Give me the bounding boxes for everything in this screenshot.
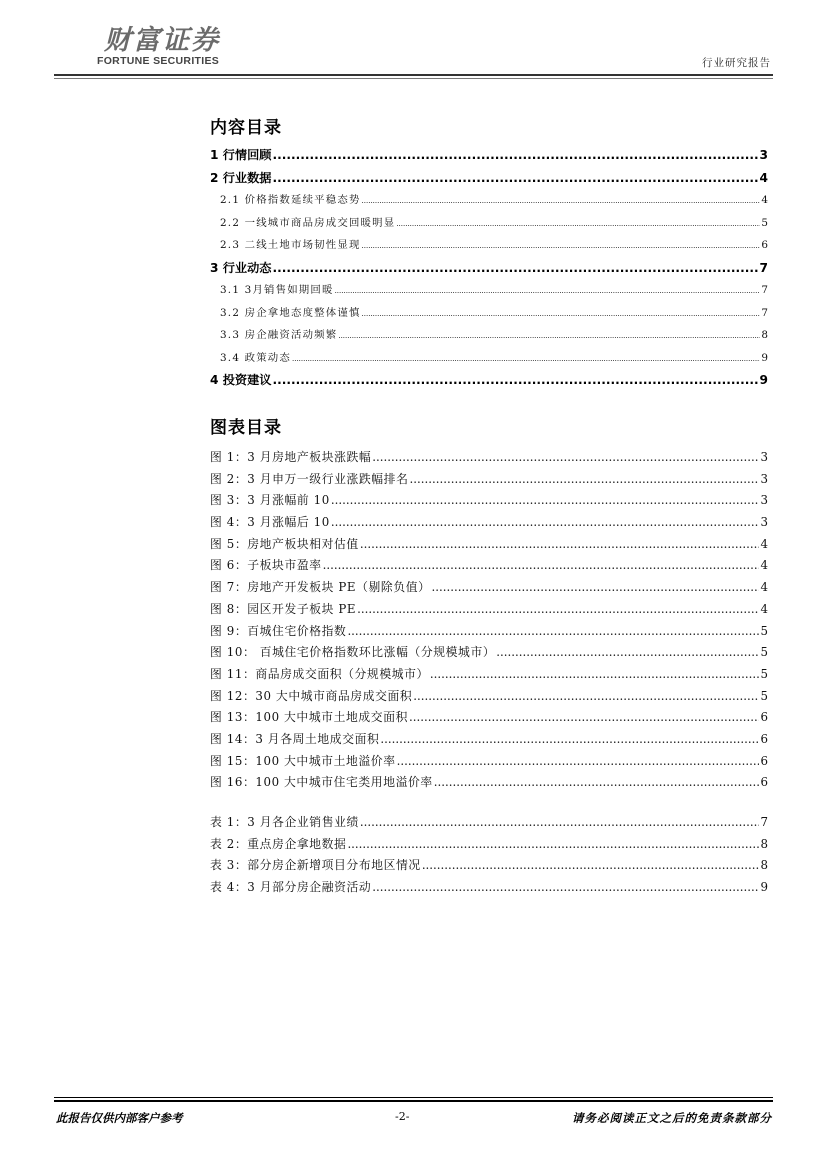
toc-item-label: 2 行业数据 (210, 170, 272, 185)
figure-item-page: 3 (760, 450, 768, 464)
toc-item-page: 5 (761, 216, 768, 229)
toc-item[interactable] (210, 169, 768, 192)
figure-item-label: 图 4：3 月涨幅后 10 (210, 515, 330, 530)
toc-title: 内容目录 (210, 118, 282, 138)
table-item-label: 表 4：3 月部分房企融资活动 (210, 880, 372, 895)
figure-item[interactable] (210, 687, 768, 709)
toc-item[interactable] (210, 146, 768, 169)
toc-item-page: 7 (759, 260, 768, 275)
toc-item[interactable] (210, 371, 768, 394)
toc-item-label: 4 投资建议 (210, 373, 272, 387)
leader-dots (272, 373, 758, 387)
header-rule-thin (54, 78, 773, 79)
table-item-page: 8 (760, 858, 768, 873)
figure-item-page: 4 (760, 580, 768, 595)
toc-subitem[interactable] (210, 236, 768, 259)
figure-item[interactable] (210, 600, 768, 622)
leader-dots (380, 732, 759, 746)
figure-item-page: 6 (760, 731, 768, 746)
figure-item[interactable] (210, 513, 768, 535)
figure-item-page: 6 (760, 753, 768, 768)
leader-dots (409, 472, 759, 486)
figure-item-label: 图 12：30 大中城市商品房成交面积 (210, 688, 413, 703)
toc-item-page: 9 (761, 351, 768, 364)
figure-item-page: 3 (760, 515, 768, 530)
toc-item-page: 7 (761, 306, 768, 319)
toc-item-page: 4 (761, 194, 768, 206)
figure-item[interactable] (210, 491, 768, 513)
footer-rule-thick (54, 1100, 773, 1102)
toc-list (210, 146, 768, 394)
figure-item[interactable] (210, 448, 768, 470)
toc-subitem[interactable] (210, 191, 768, 214)
table-item-page: 7 (760, 815, 768, 829)
leader-dots (357, 602, 759, 616)
leader-dots (292, 355, 760, 363)
leader-dots (372, 880, 759, 894)
leader-dots (362, 310, 761, 318)
leader-dots (397, 754, 760, 768)
leader-dots (434, 775, 760, 789)
toc-item-label: 3.4 政策动态 (220, 351, 291, 364)
leader-dots (362, 242, 761, 250)
table-item-label: 表 2：重点房企拿地数据 (210, 836, 347, 851)
toc-subitem[interactable] (210, 214, 768, 237)
figure-item-label: 图 15：100 大中城市土地溢价率 (210, 753, 396, 768)
leader-dots (362, 197, 761, 205)
toc-item[interactable] (210, 259, 768, 282)
figure-item[interactable] (210, 556, 768, 578)
toc-subitem[interactable] (210, 349, 768, 372)
figure-item-page: 4 (760, 536, 768, 551)
figure-item-label: 图 1：3 月房地产板块涨跌幅 (210, 450, 372, 464)
leader-dots (323, 558, 760, 572)
figure-item-page: 5 (760, 645, 768, 660)
figure-item-label: 图 7：房地产开发板块 PE（剔除负值） (210, 580, 431, 595)
leader-dots (338, 332, 760, 340)
figure-item-label: 图 9：百城住宅价格指数 (210, 623, 347, 638)
figure-item-label: 图 3：3 月涨幅前 10 (210, 493, 330, 508)
figure-item-label: 图 10： 百城住宅价格指数环比涨幅（分规模城市） (210, 645, 496, 660)
leader-dots (331, 515, 760, 529)
figure-item[interactable] (210, 643, 768, 665)
toc-item-label: 3.3 房企融资活动频繁 (220, 329, 338, 341)
table-item-label: 表 3：部分房企新增项目分布地区情况 (210, 858, 421, 873)
toc-item-page: 9 (759, 373, 768, 387)
figure-list (210, 448, 768, 795)
toc-item-label: 2.1 价格指数延续平稳态势 (220, 194, 361, 206)
leader-dots (422, 858, 760, 872)
figure-item-page: 6 (760, 710, 768, 725)
figure-item-page: 4 (760, 558, 768, 573)
toc-item-label: 2.3 二线土地市场韧性显现 (220, 239, 361, 251)
figure-item-label: 图 11：商品房成交面积（分规模城市） (210, 666, 429, 681)
figure-item-page: 5 (760, 623, 768, 638)
table-list (210, 813, 768, 900)
figure-item-label: 图 8：园区开发子板块 PE (210, 601, 357, 616)
leader-dots (272, 171, 758, 185)
leader-dots (272, 148, 758, 162)
leader-dots (396, 220, 760, 228)
figure-item[interactable] (210, 665, 768, 687)
company-logo-en: FORTUNE SECURITIES (97, 55, 220, 67)
table-item[interactable] (210, 835, 768, 857)
table-item-page: 9 (760, 880, 768, 895)
figure-item[interactable] (210, 622, 768, 644)
table-item[interactable] (210, 878, 768, 900)
toc-item-page: 8 (761, 329, 768, 341)
leader-dots (409, 710, 759, 724)
table-item-page: 8 (760, 836, 768, 851)
leader-dots (331, 493, 760, 507)
leader-dots (496, 645, 759, 659)
leader-dots (372, 450, 759, 464)
figure-item[interactable] (210, 708, 768, 730)
leader-dots (413, 689, 759, 703)
figure-item-label: 图 6：子板块市盈率 (210, 558, 322, 573)
table-item-label: 表 1：3 月各企业销售业绩 (210, 815, 359, 829)
toc-subitem[interactable] (210, 304, 768, 327)
leader-dots (360, 815, 760, 829)
figure-item-label: 图 2：3 月申万一级行业涨跌幅排名 (210, 471, 409, 486)
figure-item[interactable] (210, 578, 768, 600)
figure-item[interactable] (210, 535, 768, 557)
figure-item-page: 3 (760, 493, 768, 508)
figure-item[interactable] (210, 730, 768, 752)
toc-item-page: 4 (759, 170, 768, 185)
leader-dots (272, 261, 758, 275)
figure-item-label: 图 14：3 月各周土地成交面积 (210, 731, 380, 746)
company-logo-cn: 财富证券 (104, 25, 220, 56)
header-rule (54, 74, 773, 76)
toc-item-page: 6 (761, 239, 768, 251)
footer-disclaimer-left: 此报告仅供内部客户参考 (56, 1111, 183, 1125)
figure-item[interactable] (210, 470, 768, 492)
figure-item-page: 3 (760, 471, 768, 486)
leader-dots (335, 287, 761, 295)
toc-item-label: 3 行业动态 (210, 260, 272, 275)
toc-item-page: 7 (761, 284, 768, 296)
leader-dots (432, 580, 760, 594)
toc-subitem[interactable] (210, 281, 768, 304)
footer-disclaimer-right: 请务必阅读正文之后的免责条款部分 (572, 1111, 772, 1125)
leader-dots (430, 667, 760, 681)
page-number: -2- (395, 1110, 410, 1123)
toc-item-label: 2.2 一线城市商品房成交回暖明显 (220, 216, 396, 229)
table-item[interactable] (210, 856, 768, 878)
toc-item-label: 1 行情回顾 (210, 148, 272, 162)
figure-item[interactable] (210, 773, 768, 795)
toc-item-label: 3.1 3月销售如期回暖 (220, 284, 334, 296)
figure-item-page: 6 (760, 775, 768, 790)
footer-rule (54, 1097, 773, 1098)
figure-item[interactable] (210, 752, 768, 774)
toc-item-label: 3.2 房企拿地态度整体谨慎 (220, 306, 361, 319)
toc-subitem[interactable] (210, 326, 768, 349)
leader-dots (347, 624, 759, 638)
figure-list-title: 图表目录 (210, 418, 282, 438)
figure-item-label: 图 13：100 大中城市土地成交面积 (210, 710, 408, 725)
report-type: 行业研究报告 (702, 57, 771, 69)
figure-item-label: 图 16：100 大中城市住宅类用地溢价率 (210, 775, 433, 790)
leader-dots (347, 837, 759, 851)
table-item[interactable] (210, 813, 768, 835)
figure-item-label: 图 5：房地产板块相对估值 (210, 536, 359, 551)
figure-item-page: 5 (760, 688, 768, 703)
figure-item-page: 5 (760, 666, 768, 681)
page-header (54, 14, 773, 80)
figure-item-page: 4 (760, 601, 768, 616)
leader-dots (360, 537, 760, 551)
toc-item-page: 3 (759, 148, 768, 162)
